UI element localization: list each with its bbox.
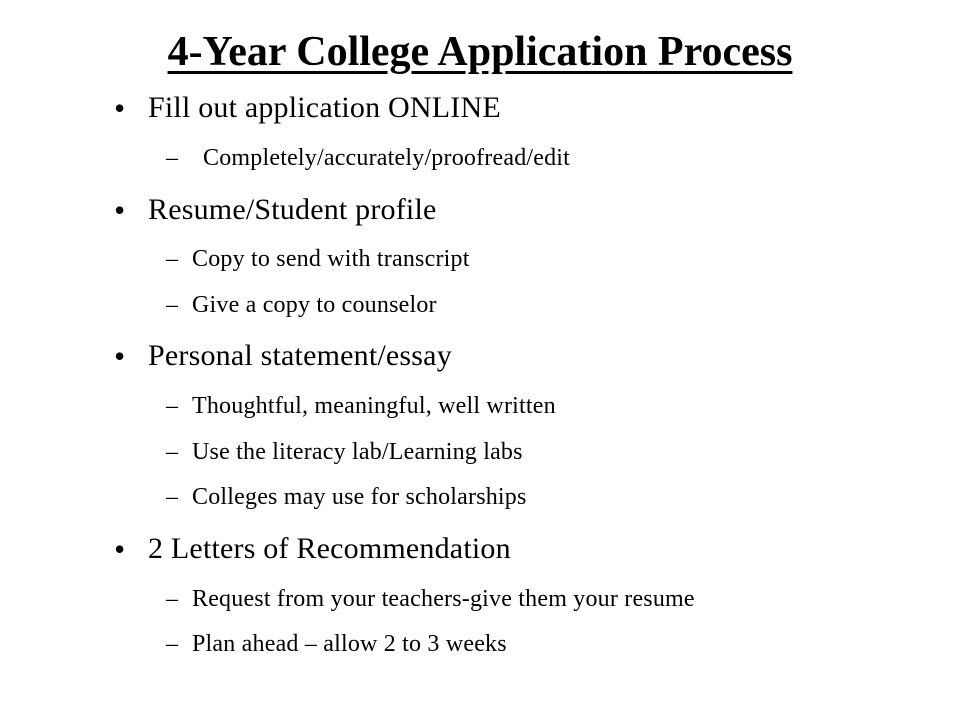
bullet-marker: • xyxy=(114,90,126,126)
sub-text: Colleges may use for scholarships xyxy=(192,484,527,510)
sub-text: Give a copy to counselor xyxy=(192,292,437,318)
bullet-text: Resume/Student profile xyxy=(148,193,437,226)
bullet-marker: • xyxy=(114,192,126,228)
sub-text: Use the literacy lab/Learning labs xyxy=(192,439,523,465)
dash-marker: – xyxy=(166,246,178,272)
dash-marker: – xyxy=(166,393,178,419)
sub-text: Plan ahead – allow 2 to 3 weeks xyxy=(192,631,507,657)
dash-marker: – xyxy=(166,631,178,657)
dash-marker: – xyxy=(166,145,178,171)
bullet-text: Fill out application ONLINE xyxy=(148,91,501,124)
dash-marker: – xyxy=(166,439,178,465)
bullet-text: Personal statement/essay xyxy=(148,339,452,372)
dash-marker: – xyxy=(166,484,178,510)
slide-title: 4-Year College Application Process xyxy=(167,29,793,75)
bullet-text: 2 Letters of Recommendation xyxy=(148,532,511,565)
sub-text: Thoughtful, meaningful, well written xyxy=(192,393,556,419)
bullet-marker: • xyxy=(114,338,126,374)
dash-marker: – xyxy=(166,586,178,612)
bullet-marker: • xyxy=(114,531,126,567)
sub-text: Request from your teachers-give them your resume xyxy=(192,586,695,612)
sub-text: Copy to send with transcript xyxy=(192,246,470,272)
dash-marker: – xyxy=(166,292,178,318)
sub-text: Completely/accurately/proofread/edit xyxy=(203,145,571,171)
